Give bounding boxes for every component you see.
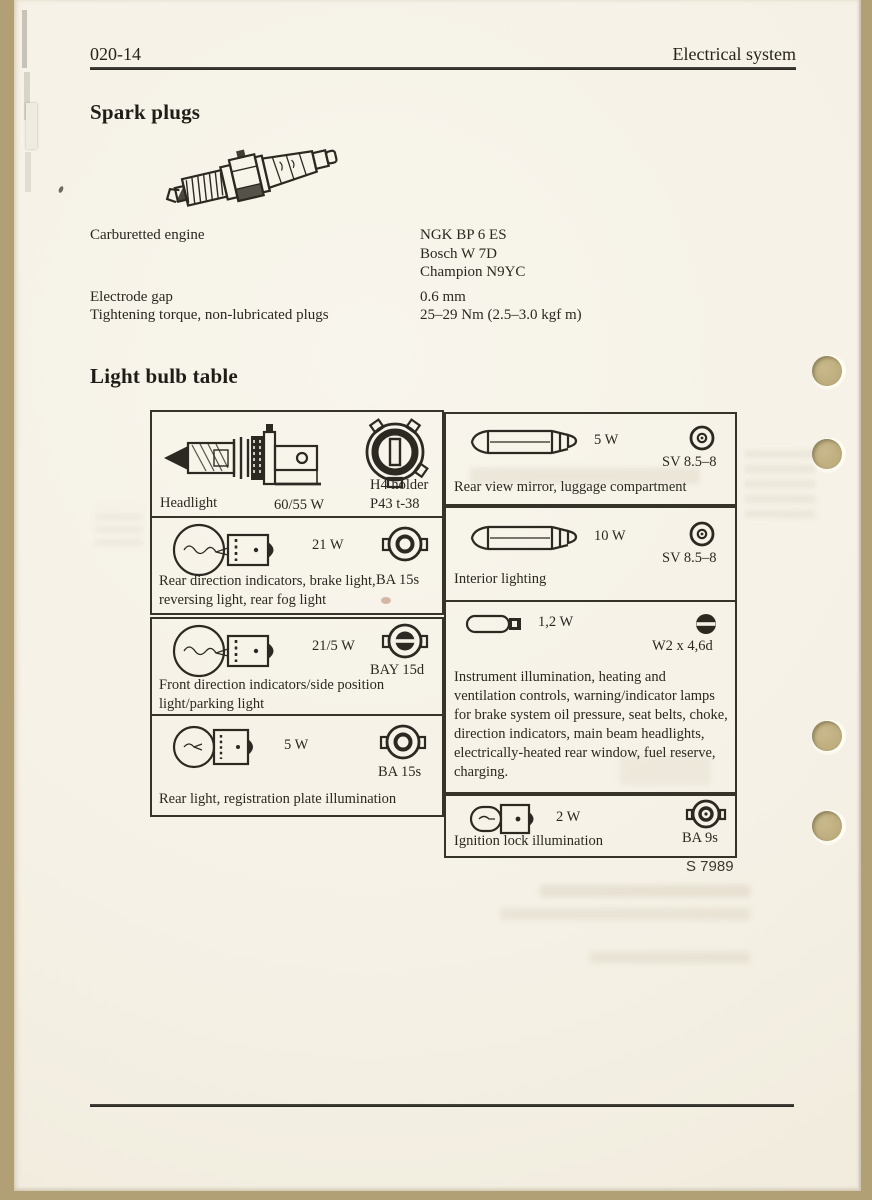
ball-bulb-icon bbox=[170, 624, 306, 678]
wattage-label: 1,2 W bbox=[538, 614, 574, 630]
spec-values bbox=[420, 226, 525, 282]
sv-socket-icon bbox=[688, 520, 716, 548]
socket-label: SV 8.5–8 bbox=[662, 454, 717, 470]
spec-value: Bosch W 7D bbox=[420, 245, 497, 262]
spec-row bbox=[90, 306, 690, 325]
binder-hole bbox=[812, 439, 842, 469]
small-bulb-icon bbox=[470, 803, 546, 835]
wattage-label: 5 W bbox=[284, 737, 309, 753]
bleed-through-smudge bbox=[540, 885, 750, 897]
ba9s-socket-icon bbox=[686, 798, 726, 832]
bulb-cell-rear-light bbox=[150, 714, 444, 817]
bulb-cell-front-indicators bbox=[150, 617, 444, 716]
bulb-description: Rear direction indicators, brake light, reversing light, rear fog light bbox=[159, 573, 376, 608]
light-bulb-table-title: Light bulb table bbox=[90, 364, 238, 388]
bulb-cell-interior-lighting bbox=[444, 506, 737, 602]
headlight-label: Headlight bbox=[160, 495, 218, 511]
socket-label: BA 15s bbox=[378, 764, 422, 780]
bulb-description: Ignition lock illumination bbox=[454, 833, 604, 849]
page-number: 020-14 bbox=[90, 44, 141, 64]
socket-label: BA 15s bbox=[376, 572, 420, 588]
socket-label: BA 9s bbox=[682, 830, 718, 846]
bleed-through-smudge bbox=[620, 755, 710, 785]
bleed-through-smudge bbox=[95, 505, 143, 545]
w2-socket-icon bbox=[694, 612, 718, 636]
wattage-label: 21/5 W bbox=[312, 638, 355, 654]
spec-row bbox=[90, 226, 690, 282]
bulb-description: Rear view mirror, luggage compartment bbox=[454, 479, 687, 495]
bleed-through-smudge bbox=[500, 908, 750, 920]
headlight-holder-base: P43 t-38 bbox=[370, 496, 420, 512]
ba15s-socket-icon bbox=[380, 722, 426, 764]
headlight-wattage: 60/55 W bbox=[274, 497, 325, 513]
spec-label: Electrode gap bbox=[90, 288, 173, 305]
binding-mark bbox=[25, 152, 31, 192]
h4-bulb-icon bbox=[162, 424, 340, 492]
bulb-description: Front direction indicators/side position light/parking light bbox=[159, 677, 385, 712]
wattage-label: 2 W bbox=[556, 809, 581, 825]
binder-hole bbox=[812, 721, 842, 751]
spark-plugs-title: Spark plugs bbox=[90, 100, 201, 124]
binder-hole bbox=[812, 811, 842, 841]
figure-reference: S 7989 bbox=[686, 858, 734, 875]
spark-plug-illustration bbox=[158, 133, 358, 217]
spark-plug-specs bbox=[90, 226, 690, 325]
bulb-description: Rear light, registration plate illumination bbox=[159, 791, 397, 807]
spec-value: 25–29 Nm (2.5–3.0 kgf m) bbox=[420, 307, 582, 323]
ball-bulb-icon bbox=[170, 523, 306, 577]
spec-value: Champion N9YC bbox=[420, 264, 526, 280]
wattage-label: 10 W bbox=[594, 528, 626, 544]
bulb-cell-rear-view-mirror bbox=[444, 412, 737, 506]
small-bulb-icon bbox=[172, 724, 276, 770]
socket-label: BAY 15d bbox=[370, 662, 425, 678]
bulb-description: Interior lighting bbox=[454, 571, 547, 587]
socket-label: W2 x 4,6d bbox=[652, 638, 713, 654]
bleed-through-smudge bbox=[470, 468, 700, 484]
headlight-holder-name: H4 holder bbox=[370, 477, 429, 493]
bleed-through-smudge bbox=[745, 445, 815, 517]
wedge-bulb-icon bbox=[466, 614, 530, 634]
binding-mark bbox=[26, 103, 37, 149]
spec-row bbox=[90, 288, 690, 307]
festoon-bulb-icon bbox=[470, 524, 580, 552]
bay15d-socket-icon bbox=[382, 621, 428, 663]
bulb-description: Instrument illumination, heating and ventilation controls, warning/indicator lamps for brake system oil pressure, seat belts, choke, direction indicators, main beam headlights, electrically-heated rear window, fuel reserve, charging. bbox=[454, 669, 728, 780]
bulb-cell-headlight bbox=[150, 410, 444, 518]
ba15s-socket-icon bbox=[382, 524, 428, 566]
spec-value: 0.6 mm bbox=[420, 288, 466, 305]
section-title: Electrical system bbox=[672, 44, 796, 64]
spec-label: Carburetted engine bbox=[90, 227, 205, 243]
wattage-label: 5 W bbox=[594, 432, 619, 448]
spec-value: NGK BP 6 ES bbox=[420, 227, 507, 243]
bulb-cell-ignition-lock bbox=[444, 794, 737, 858]
socket-label: SV 8.5–8 bbox=[662, 550, 717, 566]
binder-hole bbox=[812, 356, 842, 386]
bleed-through-smudge bbox=[590, 952, 750, 963]
binding-mark bbox=[22, 10, 27, 68]
spec-label: Tightening torque, non-lubricated plugs bbox=[90, 307, 329, 323]
bulb-cell-rear-indicators bbox=[150, 516, 444, 615]
festoon-bulb-icon bbox=[470, 428, 580, 456]
footer-rule bbox=[90, 1104, 794, 1107]
stain-speck bbox=[381, 597, 391, 604]
wattage-label: 21 W bbox=[312, 537, 344, 553]
header-rule bbox=[90, 67, 796, 70]
sv-socket-icon bbox=[688, 424, 716, 452]
